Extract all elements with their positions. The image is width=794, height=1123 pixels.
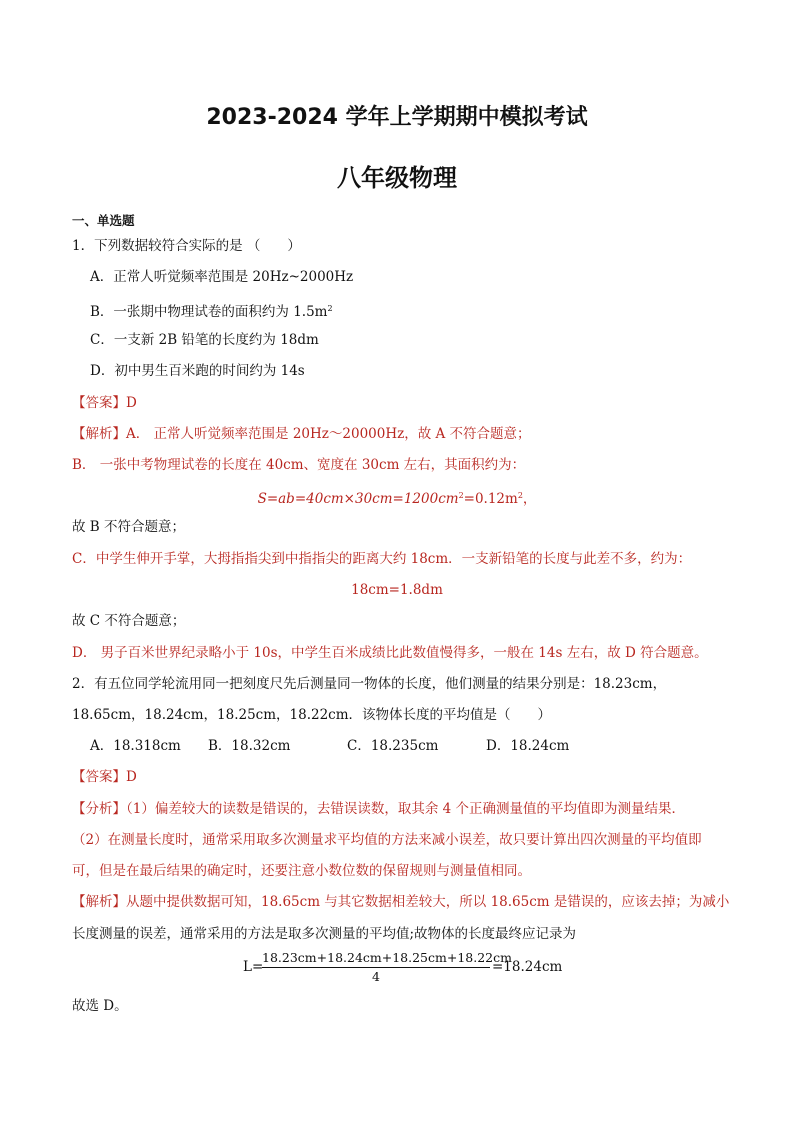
q2-option-a: A．18.318cm xyxy=(90,738,181,754)
exam-title: 2023-2024 学年上学期期中模拟考试 xyxy=(206,105,588,130)
q2-conclusion: 故选 D。 xyxy=(72,998,128,1014)
q2-formula-denominator: 4 xyxy=(372,969,380,984)
q1-stem: 1．下列数据较符合实际的是 （ ） xyxy=(72,238,301,254)
q2-fenxi-1 xyxy=(72,800,685,818)
q1-analysis-d: D． 男子百米世界纪录略小于 10s，中学生百米成绩比此数值慢得多，一般在 14s 左右，故 D 符合题意。 xyxy=(72,645,708,661)
q2-jiexi-1 xyxy=(72,893,729,911)
q1-option-b-sup: 2 xyxy=(327,304,333,313)
q2-answer: 【答案】D xyxy=(72,769,137,785)
q2-option-b: B．18.32cm xyxy=(208,738,291,754)
q2-jiexi-2: 长度测量的误差，通常采用的方法是取多次测量的平均值;故物体的长度最终应记录为 xyxy=(72,926,577,942)
q2-formula-lhs: L= xyxy=(243,959,264,975)
q1-formula-b-pre: S=ab=40cm×30cm=1200cm xyxy=(257,491,459,507)
q1-analysis-a-text: A． 正常人听觉频率范围是 20Hz～20000Hz，故 A 不符合题意； xyxy=(126,426,531,442)
q1-analysis-label: 【解析】 xyxy=(72,426,126,442)
section-heading: 一、单选题 xyxy=(72,213,135,228)
q1-formula-b-sup1: 2 xyxy=(458,491,464,500)
q2-stem-line2: 18.65cm，18.24cm，18.25cm，18.22cm．该物体长度的平均值是（ ） xyxy=(72,707,552,723)
q1-option-a: A．正常人听觉频率范围是 20Hz~2000Hz xyxy=(90,269,354,285)
q2-fenxi-2: （2）在测量长度时，通常采用取多次测量求平均值的方法来减小误差，故只要计算出四次测量的平均值即 xyxy=(72,832,702,848)
q1-analysis-b: B． 一张中考物理试卷的长度在 40cm、宽度在 30cm 左右，其面积约为： xyxy=(72,457,526,473)
q1-option-d: D．初中男生百米跑的时间约为 14s xyxy=(90,363,305,379)
q2-jiexi-label: 【解析】 xyxy=(72,894,126,910)
q2-jiexi-1-text: 从题中提供数据可知，18.65cm 与其它数据相差较大，所以 18.65cm 是错误的，应该去掉；为减小 xyxy=(126,894,730,910)
q1-option-b-text: B．一张期中物理试卷的面积约为 1.5m xyxy=(90,304,328,320)
exam-subtitle: 八年级物理 xyxy=(337,164,457,192)
q2-formula-numerator: 18.23cm+18.24cm+18.25cm+18.22cm xyxy=(262,950,490,968)
q2-fenxi-1-text: （1）偏差较大的读数是错误的，去错误读数，取其余 4 个正确测量值的平均值即为测量结果． xyxy=(126,801,686,817)
q2-fenxi-label: 【分析】 xyxy=(72,801,126,817)
q1-answer: 【答案】D xyxy=(72,395,137,411)
q1-formula-b-post: ， xyxy=(522,491,537,507)
q1-conclusion-b: 故 B 不符合题意； xyxy=(72,519,186,535)
q2-option-c: C．18.235cm xyxy=(347,738,439,754)
q1-formula-b-mid: =0.12m xyxy=(463,491,518,507)
q2-formula-rhs: =18.24cm xyxy=(492,959,563,975)
q2-formula-fraction xyxy=(262,950,512,984)
q2-option-d: D．18.24cm xyxy=(486,738,570,754)
q1-formula-c: 18cm=1.8dm xyxy=(351,582,443,598)
q2-fenxi-3: 可，但是在最后结果的确定时，还要注意小数位数的保留规则与测量值相同。 xyxy=(72,863,531,879)
q1-analysis-c: C．中学生伸开手掌，大拇指指尖到中指指尖的距离大约 18cm．一支新铅笔的长度与此差不多，约为： xyxy=(72,551,692,567)
q1-option-c: C．一支新 2B 铅笔的长度约为 18dm xyxy=(90,332,319,348)
q1-option-b xyxy=(90,300,333,321)
q1-formula-b xyxy=(0,487,794,508)
q1-formula-b-sup2: 2 xyxy=(517,491,523,500)
q1-conclusion-c: 故 C 不符合题意； xyxy=(72,613,186,629)
q2-stem-line1: 2．有五位同学轮流用同一把刻度尺先后测量同一物体的长度，他们测量的结果分别是：18.23cm， xyxy=(72,676,667,692)
q1-analysis-a xyxy=(72,425,531,443)
